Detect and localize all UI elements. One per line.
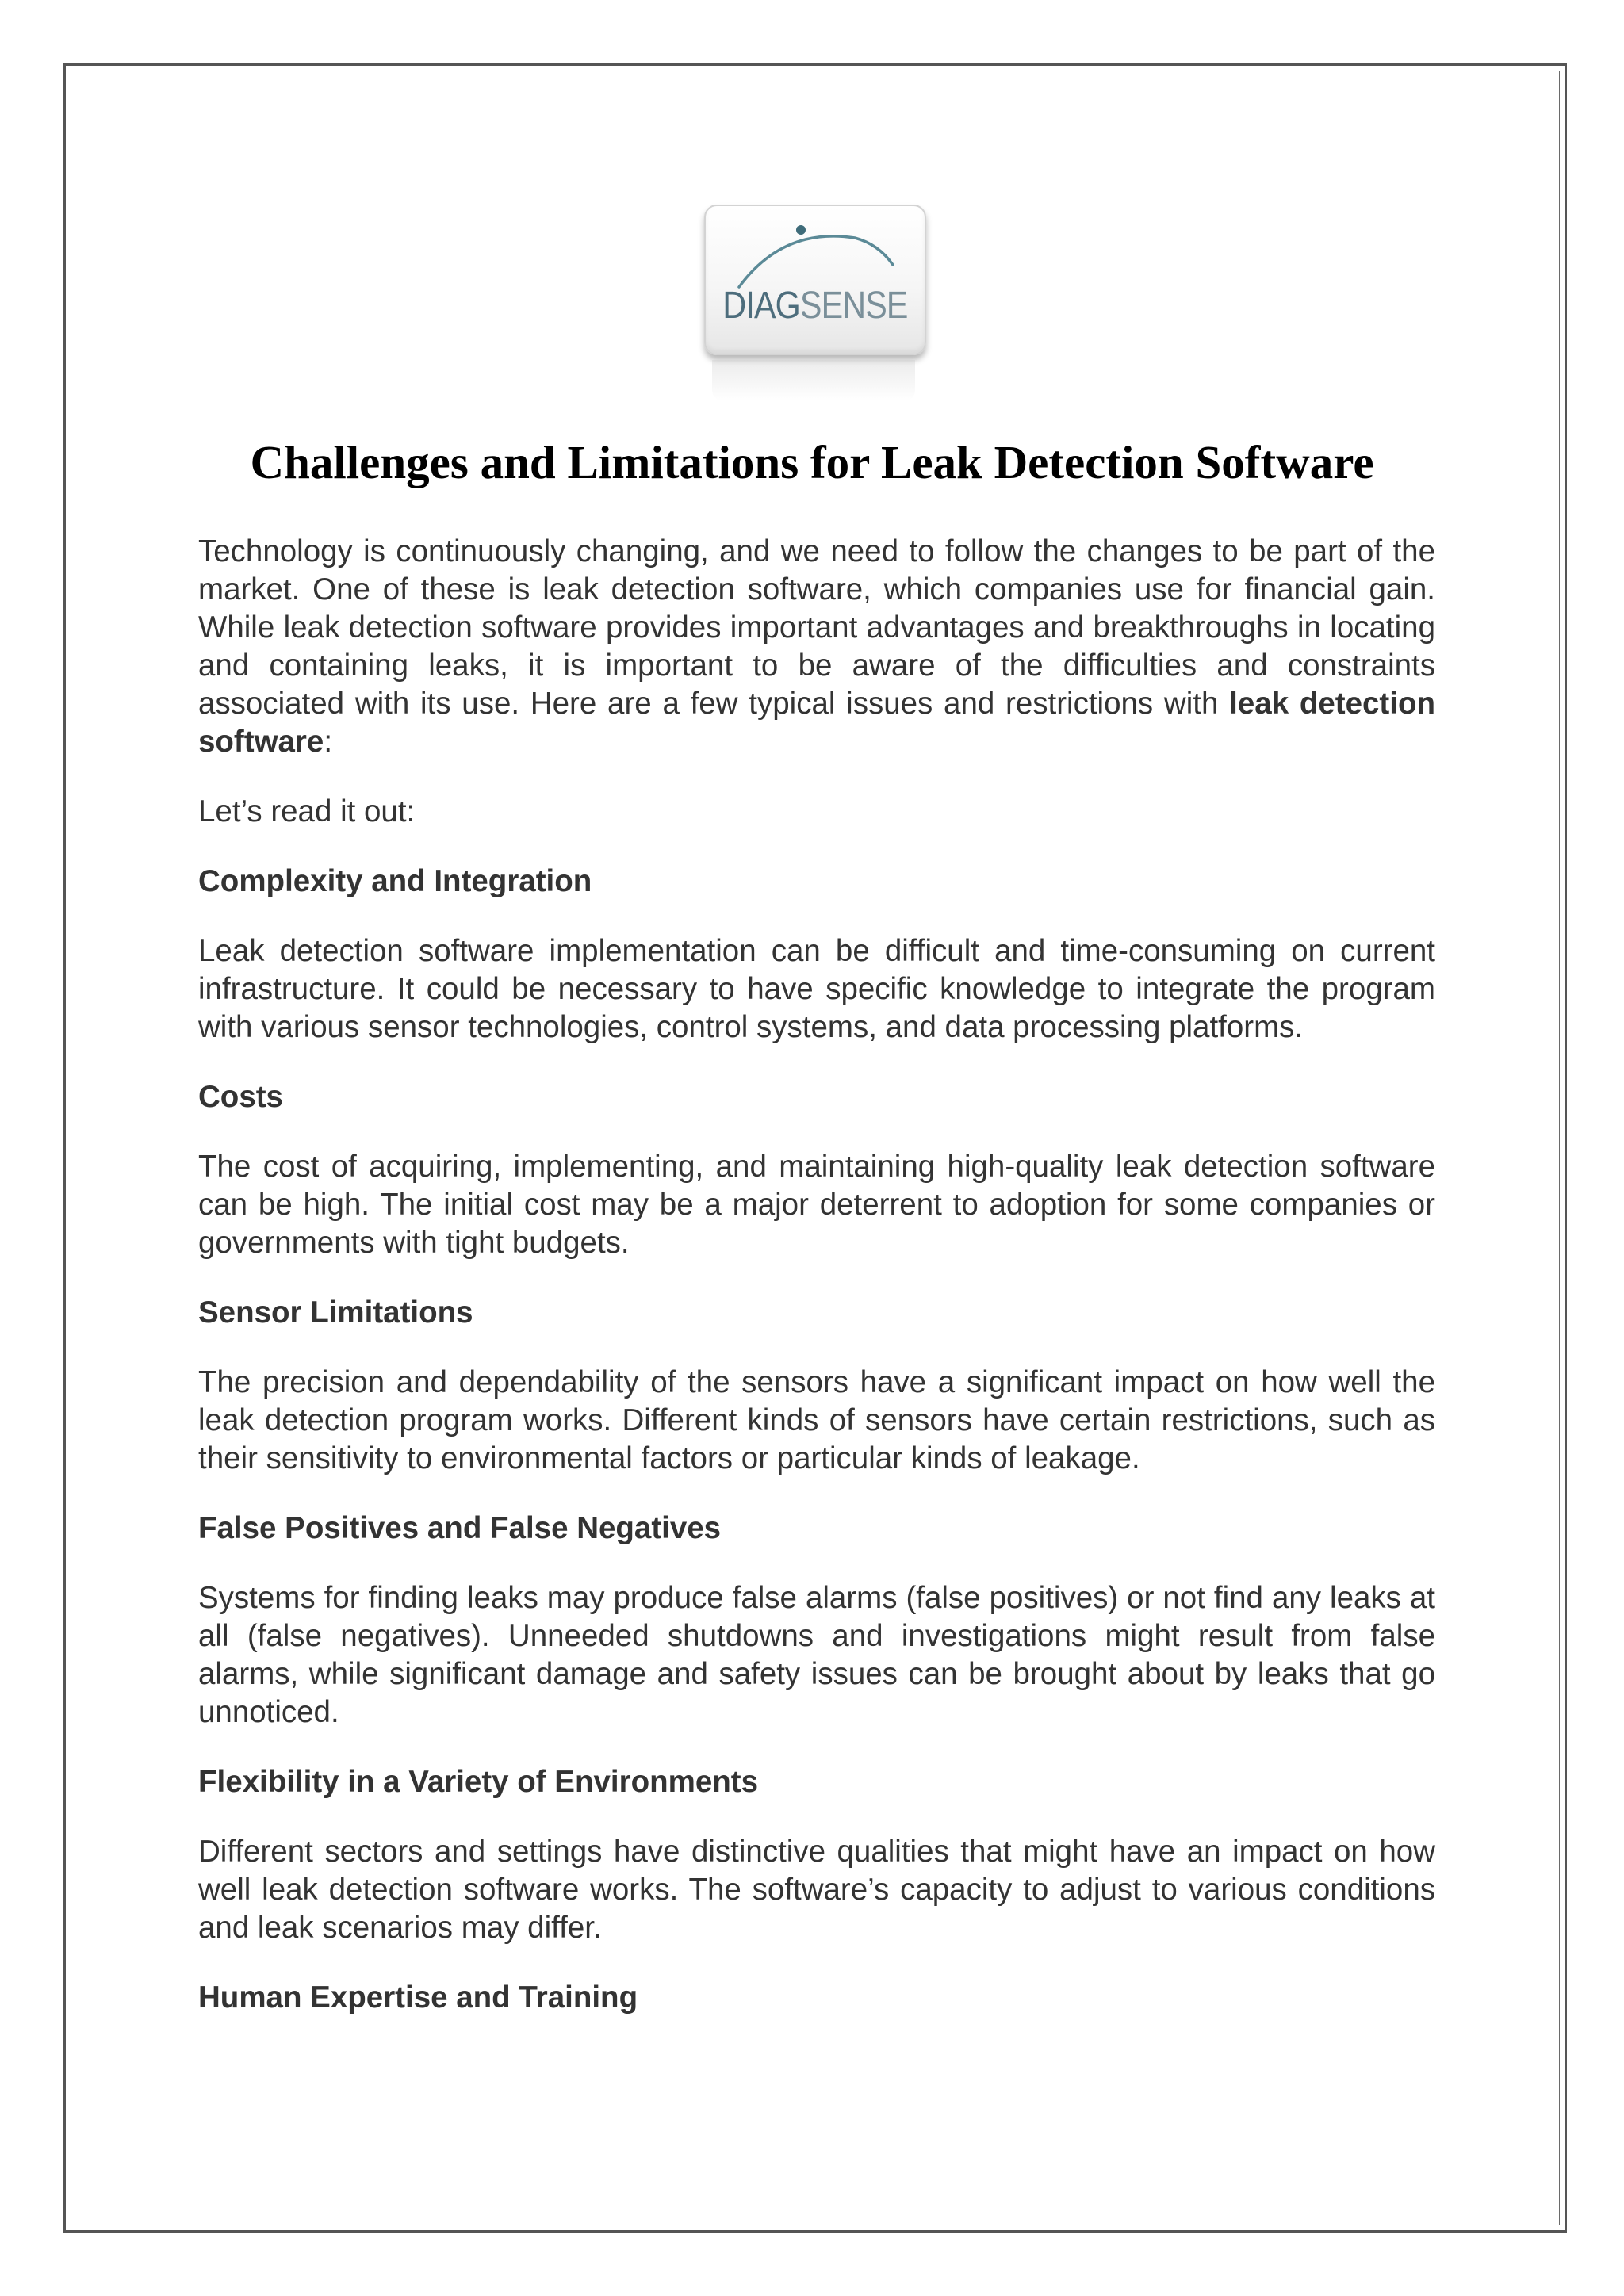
section-heading: Flexibility in a Variety of Environments — [198, 1765, 759, 1799]
section-heading: False Positives and False Negatives — [198, 1511, 722, 1545]
section-heading: Costs — [198, 1080, 283, 1114]
logo-reflection — [712, 360, 915, 401]
intro-paragraph — [198, 533, 1435, 761]
section-body: The cost of acquiring, implementing, and maintaining high-quality leak detection software can be high. The initial cost may be a major deterrent to adoption for some companies or governments with tight budgets. — [198, 1150, 1435, 1260]
section-body: Systems for finding leaks may produce false alarms (false positives) or not find any leaks at all (false negatives). Unneeded shutdowns and investigations might result from false alarms, while significant damage and safety issues can be brought about by leaks that go unnoticed. — [198, 1581, 1435, 1729]
section-heading: Human Expertise and Training — [198, 1980, 638, 2015]
section-body: The precision and dependability of the sensors have a significant impact on how well the leak detection program works. Different kinds of sensors have certain restrictions, such as their sensitivity to environmental factors or particular kinds of leakage. — [198, 1365, 1435, 1475]
section-body: Different sectors and settings have distinctive qualities that might have an impact on how well leak detection software works. The software’s capacity to adjust to various conditions and leak scenarios may differ. — [198, 1835, 1435, 1945]
diagsense-logo — [704, 205, 926, 357]
logo-wordmark — [721, 284, 909, 327]
document-body — [198, 533, 1435, 2049]
logo-arc-icon — [728, 220, 902, 292]
lead-in: Let’s read it out: — [198, 794, 416, 828]
document-title: Challenges and Limitations for Leak Detection Software — [250, 436, 1374, 488]
logo-card — [704, 205, 926, 355]
section-body: Leak detection software implementation can be difficult and time-consuming on current infrastructure. It could be necessary to have specific knowledge to integrate the program with various sensor technologies, control systems, and data processing platforms. — [198, 934, 1435, 1044]
section-heading: Complexity and Integration — [198, 864, 592, 898]
logo-brand-part1: DIAG — [722, 285, 800, 327]
intro-text: Technology is continuously changing, and we need to follow the changes to be part of the market. One of these is leak detection software, which companies use for financial gain. While leak detection software provides important advantages and breakthroughs in locating and containing leaks, it is important to be aware of the difficulties and constraints associated with its use. Here are a few typical issues and restrictions with — [198, 534, 1435, 721]
intro-bold-phrase: leak detection software — [198, 687, 1435, 759]
logo-brand-part2: SENSE — [799, 285, 908, 327]
section-heading: Sensor Limitations — [198, 1295, 473, 1330]
intro-tail: : — [324, 725, 333, 759]
